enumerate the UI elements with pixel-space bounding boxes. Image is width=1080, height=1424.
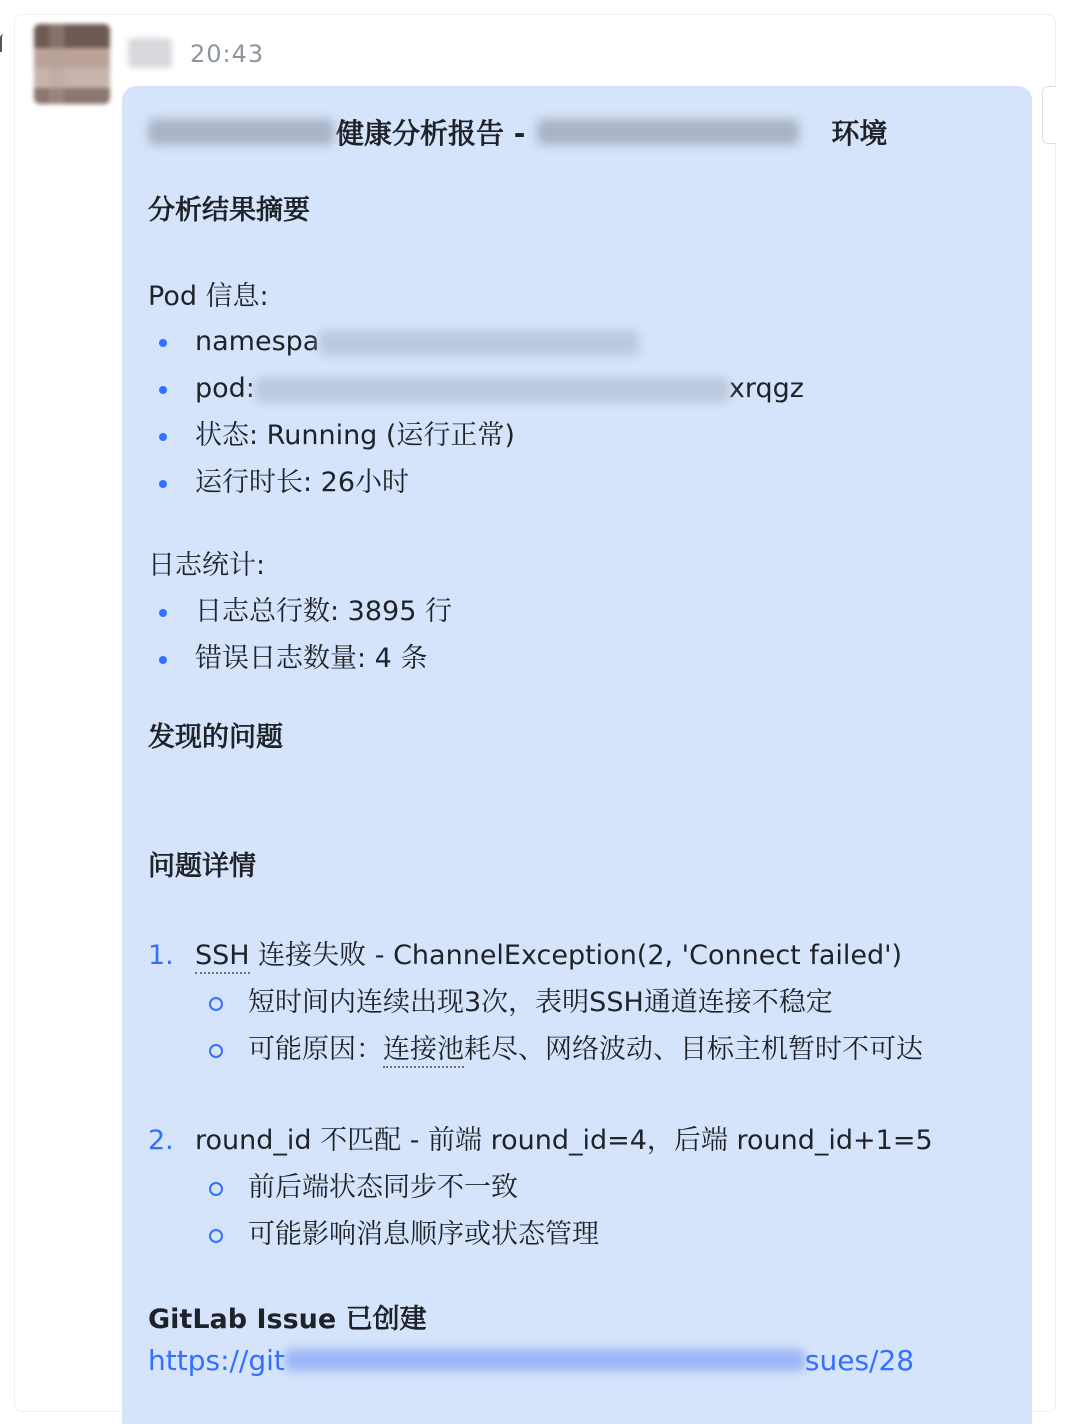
issue-details-list: [148, 932, 1006, 1258]
connection-pool-term: 连接池: [383, 1034, 464, 1068]
link-suffix[interactable]: sues/28: [804, 1343, 915, 1377]
list-item-total-lines: 日志总行数: 3895 行: [148, 588, 1006, 635]
list-item-status: 状态: Running (运行正常): [148, 412, 1006, 459]
summary-heading: 分析结果摘要: [148, 195, 310, 226]
issue-detail-item: [148, 932, 1006, 1073]
link-prefix[interactable]: https://git: [148, 1343, 285, 1377]
issue-number: 1.: [148, 940, 174, 971]
log-stats-list: [148, 588, 1006, 682]
issue-sub-list: [195, 979, 1006, 1073]
list-item-uptime: 运行时长: 26小时: [148, 459, 1006, 506]
pod-info-list: [148, 318, 1006, 506]
list-item-error-count: 错误日志数量: 4 条: [148, 635, 1006, 682]
collapse-edge[interactable]: [0, 34, 4, 52]
avatar[interactable]: [34, 24, 110, 104]
redacted-project-name: [148, 119, 334, 145]
redacted-link-path[interactable]: [285, 1349, 805, 1371]
issue-sub-item: 可能影响消息顺序或状态管理: [195, 1211, 1006, 1258]
report-title-suffix: 环境: [831, 117, 888, 150]
issue-sub-item: 短时间内连续出现3次，表明SSH通道连接不稳定: [195, 979, 1006, 1026]
gitlab-issue-link[interactable]: [148, 1340, 1006, 1380]
redacted-pod-name: [255, 377, 729, 403]
namespace-label: namespa: [195, 326, 320, 357]
sub-item-rest: 耗尽、网络波动、目标主机暂时不可达: [464, 1034, 923, 1065]
pod-info-heading-text: Pod 信息:: [148, 281, 269, 312]
sender-name-redacted: [128, 38, 172, 68]
report-title-text: 健康分析报告 -: [336, 117, 526, 150]
issue-sub-list: [195, 1164, 1006, 1258]
details-heading: 问题详情: [148, 851, 256, 882]
issue-detail-item: [148, 1117, 1006, 1258]
report-title: [148, 108, 1006, 156]
issue-title: [195, 932, 1006, 979]
list-item-pod: [148, 365, 1006, 412]
issue-sub-item: 前后端状态同步不一致: [195, 1164, 1006, 1211]
sub-item-prefix: 可能原因：: [248, 1034, 383, 1065]
redacted-namespace: [319, 330, 639, 356]
issue-number: 2.: [148, 1125, 174, 1156]
pod-label: pod:: [195, 373, 255, 404]
issues-heading: 发现的问题: [148, 722, 283, 753]
list-item-namespace: [148, 318, 1006, 365]
redacted-env-name: [537, 119, 799, 145]
pod-name-suffix: xrqgz: [728, 373, 804, 404]
message-bubble: [122, 86, 1032, 1424]
issue-title: round_id 不匹配 - 前端 round_id=4，后端 round_id+1=5: [195, 1125, 933, 1156]
ssh-term: SSH: [195, 940, 250, 974]
issue-sub-item: [195, 1026, 1006, 1073]
gitlab-heading: GitLab Issue 已创建: [148, 1304, 427, 1335]
message-time: 20:43: [190, 40, 265, 68]
log-stats-heading: 日志统计:: [148, 550, 266, 581]
issue-title-text: 连接失败 - ChannelException(2, 'Connect failed'): [249, 940, 903, 971]
pod-info-heading: [148, 277, 1006, 317]
side-tab-handle[interactable]: [1042, 86, 1056, 144]
